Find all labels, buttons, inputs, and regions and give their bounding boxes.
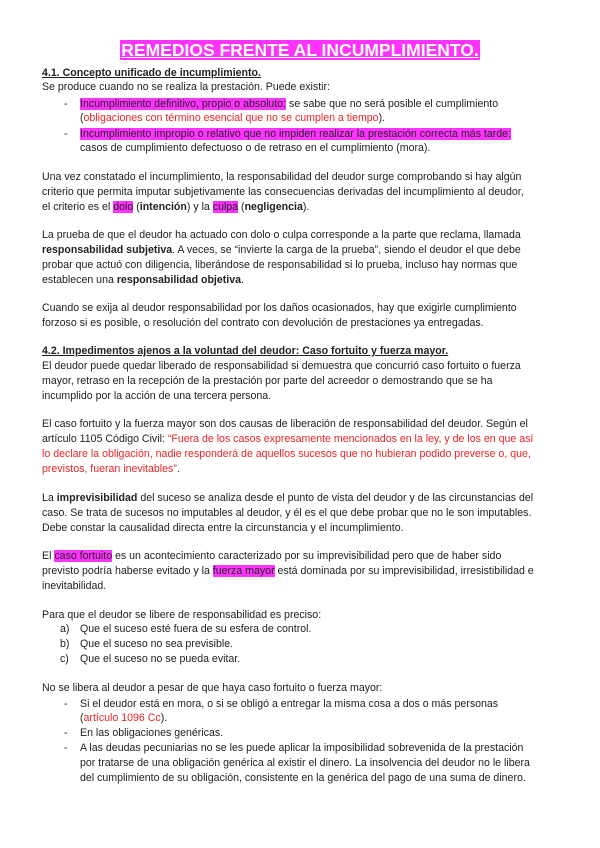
bullet-item-continued: casos de cumplimiento defectuoso o de retraso en el cumplimiento (mora).	[80, 142, 431, 154]
section-heading-4-2: 4.2. Impedimentos ajenos a la voluntad del deudor: Caso fortuito y fuerza mayor.	[42, 345, 449, 357]
bullet-dash: -	[64, 98, 68, 110]
paragraph-line: La imprevisibilidad del suceso se analiza desde el punto de vista del deudor y de las circunstancias del	[42, 492, 534, 504]
bullet-item-continued: (artículo 1096 Cc).	[80, 712, 168, 724]
bullet-dash: -	[64, 698, 68, 710]
paragraph-line: establecen una responsabilidad objetiva.	[42, 274, 244, 286]
list-letter: b)	[60, 638, 70, 650]
paragraph-line: artículo 1105 Código Civil: “Fuera de los casos expresamente mencionados en la ley, y de los en que así	[42, 433, 534, 445]
paragraph-line: Cuando se exija al deudor responsabilidad por los daños ocasionados, hay que exigirle cumplimiento	[42, 302, 517, 314]
list-item: Que el suceso no sea previsible.	[80, 638, 234, 650]
paragraph-line: Se produce cuando no se realiza la prestación. Puede existir:	[42, 81, 330, 93]
paragraph-line-quote: lo declare la obligación, nadie responderá de aquellos sucesos que no hubieran podido preverse o, que,	[42, 448, 531, 460]
paragraph-line: mayor, retraso en la recepción de la prestación por parte del acreedor o demostrando que se ha	[42, 375, 493, 387]
paragraph-line: Una vez constatado el incumplimiento, la responsabilidad del deudor surge comprobando si hay algún	[42, 171, 522, 183]
list-letter: c)	[60, 653, 69, 665]
paragraph-line: el criterio es el dolo (intención) y la culpa (negligencia).	[42, 201, 310, 213]
bullet-item: Incumplimiento impropio o relativo que no impiden realizar la prestación correcta más tarde:	[80, 128, 512, 140]
paragraph-line: forzoso si es posible, o resolución del contrato con devolución de prestaciones ya entregadas.	[42, 317, 484, 329]
bullet-item-continued: (obligaciones con término esencial que no se cumplen a tiempo).	[80, 112, 386, 124]
bullet-dash: -	[64, 727, 68, 739]
bullet-item: Incumplimiento definitivo, propio o absoluto: se sabe que no será posible el cumplimiento	[80, 98, 499, 110]
paragraph-line: Debe constar la causalidad directa entre la circunstancia y el incumplimiento.	[42, 522, 404, 534]
paragraph-line: La prueba de que el deudor ha actuado con dolo o culpa corresponde a la parte que reclama, llamada	[42, 229, 521, 241]
bullet-dash: -	[64, 128, 68, 140]
paragraph-line: probar que actuó con diligencia, liberándose de responsabilidad si lo prueba, incluso hay normas que	[42, 259, 518, 271]
paragraph-line: Para que el deudor se libere de responsabilidad es preciso:	[42, 609, 322, 621]
paragraph-line: El caso fortuito y la fuerza mayor son dos causas de liberación de responsabilidad del deudor. Según el	[42, 418, 528, 430]
paragraph-line: No se libera al deudor a pesar de que haya caso fortuito o fuerza mayor:	[42, 682, 383, 694]
paragraph-line: caso. Se trata de sucesos no imputables al deudor, y él es el que debe probar que no le son imputables.	[42, 507, 532, 519]
bullet-item: A las deudas pecuniarias no se les puede aplicar la imposibilidad sobrevenida de la prestación	[80, 742, 524, 754]
paragraph-line: responsabilidad subjetiva. A veces, se “invierte la carga de la prueba”, siendo el deudor el que debe	[42, 244, 521, 256]
page-title: REMEDIOS FRENTE AL INCUMPLIMIENTO.	[121, 40, 479, 60]
list-item: Que el suceso esté fuera de su esfera de control.	[80, 623, 312, 635]
paragraph-line-quote: previstos, fueran inevitables”.	[42, 463, 180, 475]
paragraph-line: El caso fortuito es un acontecimiento caracterizado por su imprevisibilidad pero que de haber sido	[42, 550, 502, 562]
paragraph-line: inevitabilidad.	[42, 580, 107, 592]
paragraph-line: previsto podría haberse evitado y la fuerza mayor está dominada por su imprevisibilidad, irresistibilidad e	[42, 565, 534, 577]
paragraph-line: incumplido por la acción de una tercera persona.	[42, 390, 272, 402]
bullet-dash: -	[64, 742, 68, 754]
bullet-item-continued: por tratarse de una obligación genérica al existir el dinero. La insolvencia del deudor no le libera	[80, 757, 530, 769]
bullet-item: En las obligaciones genéricas.	[80, 727, 224, 739]
list-item: Que el suceso no se pueda evitar.	[80, 653, 241, 665]
bullet-item: Si el deudor está en mora, o si se obligó a entregar la misma cosa a dos o más personas	[80, 698, 499, 710]
list-letter: a)	[60, 623, 70, 635]
section-heading-4-1: 4.1. Concepto unificado de incumplimiento.	[42, 67, 261, 79]
paragraph-line: criterio que permita imputar subjetivamente las consecuencias derivadas del incumplimiento al deudor,	[42, 186, 524, 198]
bullet-item-continued: del cumplimiento de su obligación, consistente en la genérica del pago de una suma de dinero.	[80, 772, 526, 784]
paragraph-line: El deudor puede quedar liberado de responsabilidad si demuestra que concurrió caso fortuito o fuerza	[42, 360, 521, 372]
